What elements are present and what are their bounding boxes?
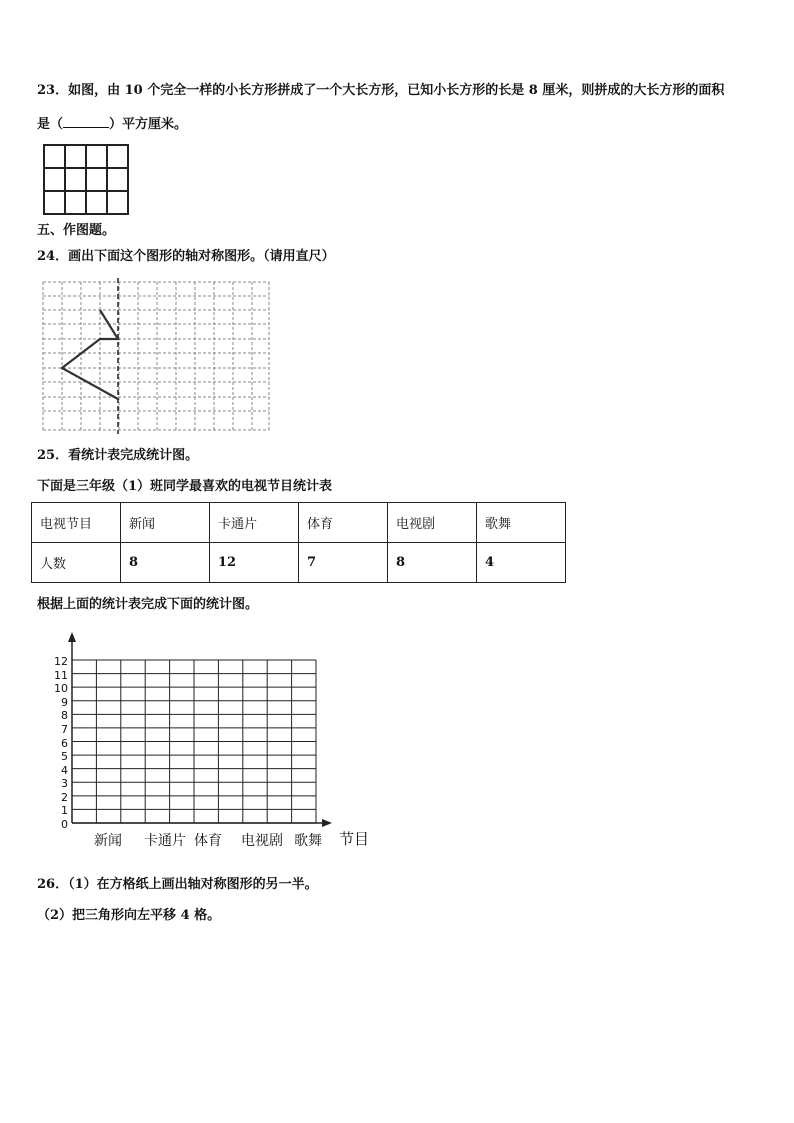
x-axis-arrow-icon: [322, 819, 332, 827]
table-header-row: [32, 503, 566, 543]
y-tick-label: 8: [61, 709, 68, 723]
x-tick-label: 新闻: [94, 833, 122, 849]
table-cell: 12: [210, 543, 299, 583]
q26-part2: （2）把三角形向左平移 4 格。: [37, 908, 221, 923]
y-tick-label: 3: [61, 777, 68, 791]
y-tick-label: 12: [54, 655, 68, 668]
q23-answer-blank[interactable]: [63, 115, 109, 128]
table-cell: 歌舞: [477, 503, 566, 543]
table-cell: 8: [121, 543, 210, 583]
table-cell: 电视节目: [32, 503, 121, 543]
chart-intro: 根据上面的统计表完成下面的统计图。: [37, 597, 259, 612]
table-cell: 电视剧: [388, 503, 477, 543]
y-axis-arrow-icon: [68, 632, 76, 642]
table-row: [32, 543, 566, 583]
table-cell: 4: [477, 543, 566, 583]
table-cell: 8: [388, 543, 477, 583]
q24-prompt: 24．画出下面这个图形的轴对称图形。（请用直尺）: [37, 249, 335, 264]
table-cell: 体育: [299, 503, 388, 543]
x-tick-label: 体育: [194, 833, 222, 849]
y-tick-label: 0: [61, 818, 68, 831]
x-tick-label: 歌舞: [294, 833, 322, 849]
y-tick-label: 9: [61, 695, 68, 709]
q23-line1: 23．如图，由 10 个完全一样的小长方形拼成了一个大长方形，已知小长方形的长是 8 厘米，则拼成的大长方形的面积: [37, 83, 725, 98]
y-tick-label: 5: [61, 750, 68, 764]
rectangle-tiling-figure: [40, 142, 132, 218]
half-figure: [62, 310, 118, 399]
table-cell: 卡通片: [210, 503, 299, 543]
tv-program-stats-table: [31, 502, 566, 583]
section-5-title: 五、作图题。: [37, 223, 116, 238]
y-tick-label: 4: [61, 763, 68, 777]
q24-grid-drawing[interactable]: [38, 278, 274, 434]
q23-line2-suffix: ）平方厘米。: [109, 117, 188, 132]
y-tick-label: 7: [61, 722, 68, 736]
q26-part1: 26．（1）在方格纸上画出轴对称图形的另一半。: [37, 877, 318, 892]
x-axis-label: 节目: [339, 830, 370, 848]
table-cell: 7: [299, 543, 388, 583]
y-tick-label: 10: [54, 682, 68, 696]
x-tick-label: 卡通片: [144, 833, 186, 849]
x-tick-label: 电视剧: [241, 833, 283, 849]
y-tick-label: 1: [61, 804, 68, 818]
y-tick-label: 6: [61, 736, 68, 750]
q25-prompt: 25．看统计表完成统计图。: [37, 448, 199, 463]
q23-line2: [37, 115, 187, 134]
table-cell: 人数: [32, 543, 121, 583]
table-caption: 下面是三年级（1）班同学最喜欢的电视节目统计表: [37, 479, 333, 494]
table-cell: 新闻: [121, 503, 210, 543]
y-tick-label: 11: [54, 668, 68, 682]
y-tick-label: 2: [61, 790, 68, 804]
q23-line2-prefix: 是（: [37, 117, 64, 132]
